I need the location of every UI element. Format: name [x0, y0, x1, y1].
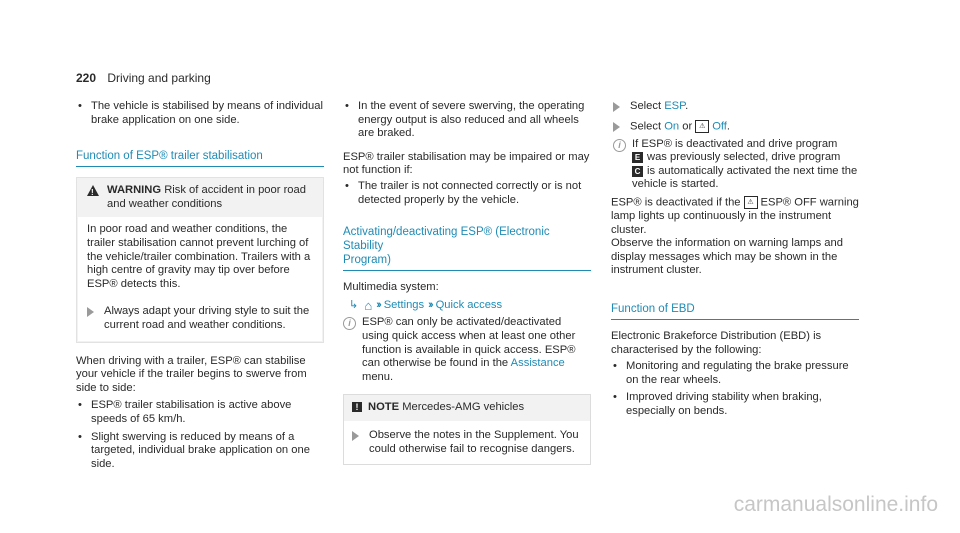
nav-quick-access[interactable]: Quick access: [435, 298, 503, 311]
note-title: Mercedes-AMG vehicles: [402, 401, 525, 414]
list-item: • Slight swerving is reduced by means of a targeted, individual brake application on one side.: [76, 431, 324, 472]
home-icon[interactable]: ⌂: [364, 297, 373, 313]
impaired-paragraph: ESP® trailer stabilisation may be impaired or may not function if:: [343, 150, 590, 177]
section-heading-ebd: Function of EBD: [611, 302, 859, 320]
off-option[interactable]: Off: [712, 120, 727, 133]
note-icon: !: [352, 402, 362, 412]
column-3: [611, 100, 859, 423]
step-select-esp: Select ESP.: [613, 100, 859, 114]
ebd-paragraph: Electronic Brakeforce Distribution (EBD) is characterised by the following:: [611, 330, 822, 356]
warning-box: [76, 177, 324, 342]
info-icon: i: [343, 317, 356, 330]
trailer-paragraph: When driving with a trailer, ESP® can stabilise your vehicle if the trailer begins to swerve from side to side:: [76, 354, 307, 394]
warning-action: Always adapt your driving style to suit the current road and weather conditions.: [104, 305, 310, 331]
note-body: Observe the notes in the Supplement. You could otherwise fail to recognise dangers.: [369, 428, 579, 455]
chevron-right-icon: ››: [428, 298, 432, 311]
esp-off-icon: ⚠: [744, 196, 758, 209]
note-box: [343, 394, 591, 465]
list-item: • Improved driving stability when braking, especially on bends.: [611, 391, 859, 418]
warning-title: Risk of accident in poor road and weather conditions: [107, 184, 306, 210]
info-note: i ESP® can only be activated/deactivated using quick access when at least one other function is available in quick access. ESP® can otherwise be found in the Assistance menu.: [343, 316, 591, 384]
info-icon: i: [613, 139, 626, 152]
esp-option[interactable]: ESP: [664, 100, 686, 112]
page-number: 220: [76, 71, 97, 85]
column-2: [343, 100, 591, 465]
info-note-drive-program: i If ESP® is deactivated and drive program E was previously selected, drive program C is automatically activated the next time the vehicle is started.: [613, 138, 859, 192]
nav-settings[interactable]: Settings: [383, 298, 425, 311]
drive-program-e-icon: E: [632, 152, 643, 163]
warning-icon: [87, 185, 99, 196]
step-arrow-icon: [87, 307, 94, 317]
column-1: [76, 100, 324, 475]
nav-path: [349, 299, 591, 313]
step-arrow-icon: [352, 431, 359, 441]
on-option[interactable]: On: [664, 120, 680, 133]
list-item: • The trailer is not connected correctly or is not detected properly by the vehicle.: [343, 180, 591, 207]
list-item: • The vehicle is stabilised by means of individual brake application on one side.: [76, 100, 324, 127]
warning-body: In poor road and weather conditions, the trailer stabilisation cannot prevent lurching of the vehicle/trailer combination. Trailers with a high centre of gravity may tip over before ESP® detects this.: [87, 223, 311, 290]
list-item: • ESP® trailer stabilisation is active above speeds of 65 km/h.: [76, 399, 324, 426]
esp-off-paragraph: ESP® is deactivated if the ⚠ ESP® OFF warning lamp lights up continuously in the instrument cluster.: [611, 196, 859, 236]
step-arrow-icon: [613, 102, 620, 112]
assistance-link[interactable]: Assistance: [510, 357, 565, 370]
esp-off-icon: ⚠: [695, 120, 709, 133]
step-select-on-off: Select On or ⚠ Off.: [613, 120, 859, 134]
section-title: Driving and parking: [107, 71, 211, 85]
chevron-right-icon: ››: [376, 298, 380, 311]
multimedia-label: Multimedia system:: [343, 281, 439, 294]
drive-program-c-icon: C: [632, 166, 643, 177]
list-item: • In the event of severe swerving, the operating energy output is also reduced and all wheels are braked.: [343, 100, 591, 141]
step-arrow-icon: [613, 122, 620, 132]
observe-paragraph: Observe the information on warning lamps and display messages which may be shown in the instrument cluster.: [611, 237, 843, 277]
section-heading-activating-esp: Activating/deactivating ESP® (Electronic Stability Program): [343, 225, 591, 271]
section-heading-trailer-stabilisation: Function of ESP® trailer stabilisation: [76, 149, 324, 167]
warning-label: WARNING: [107, 184, 162, 197]
enter-arrow-icon: ↳: [349, 298, 359, 311]
note-label: NOTE: [368, 401, 400, 414]
list-item: • Monitoring and regulating the brake pressure on the rear wheels.: [611, 360, 859, 387]
watermark: carmanualsonline.info: [733, 493, 938, 516]
page-header: [76, 72, 211, 86]
